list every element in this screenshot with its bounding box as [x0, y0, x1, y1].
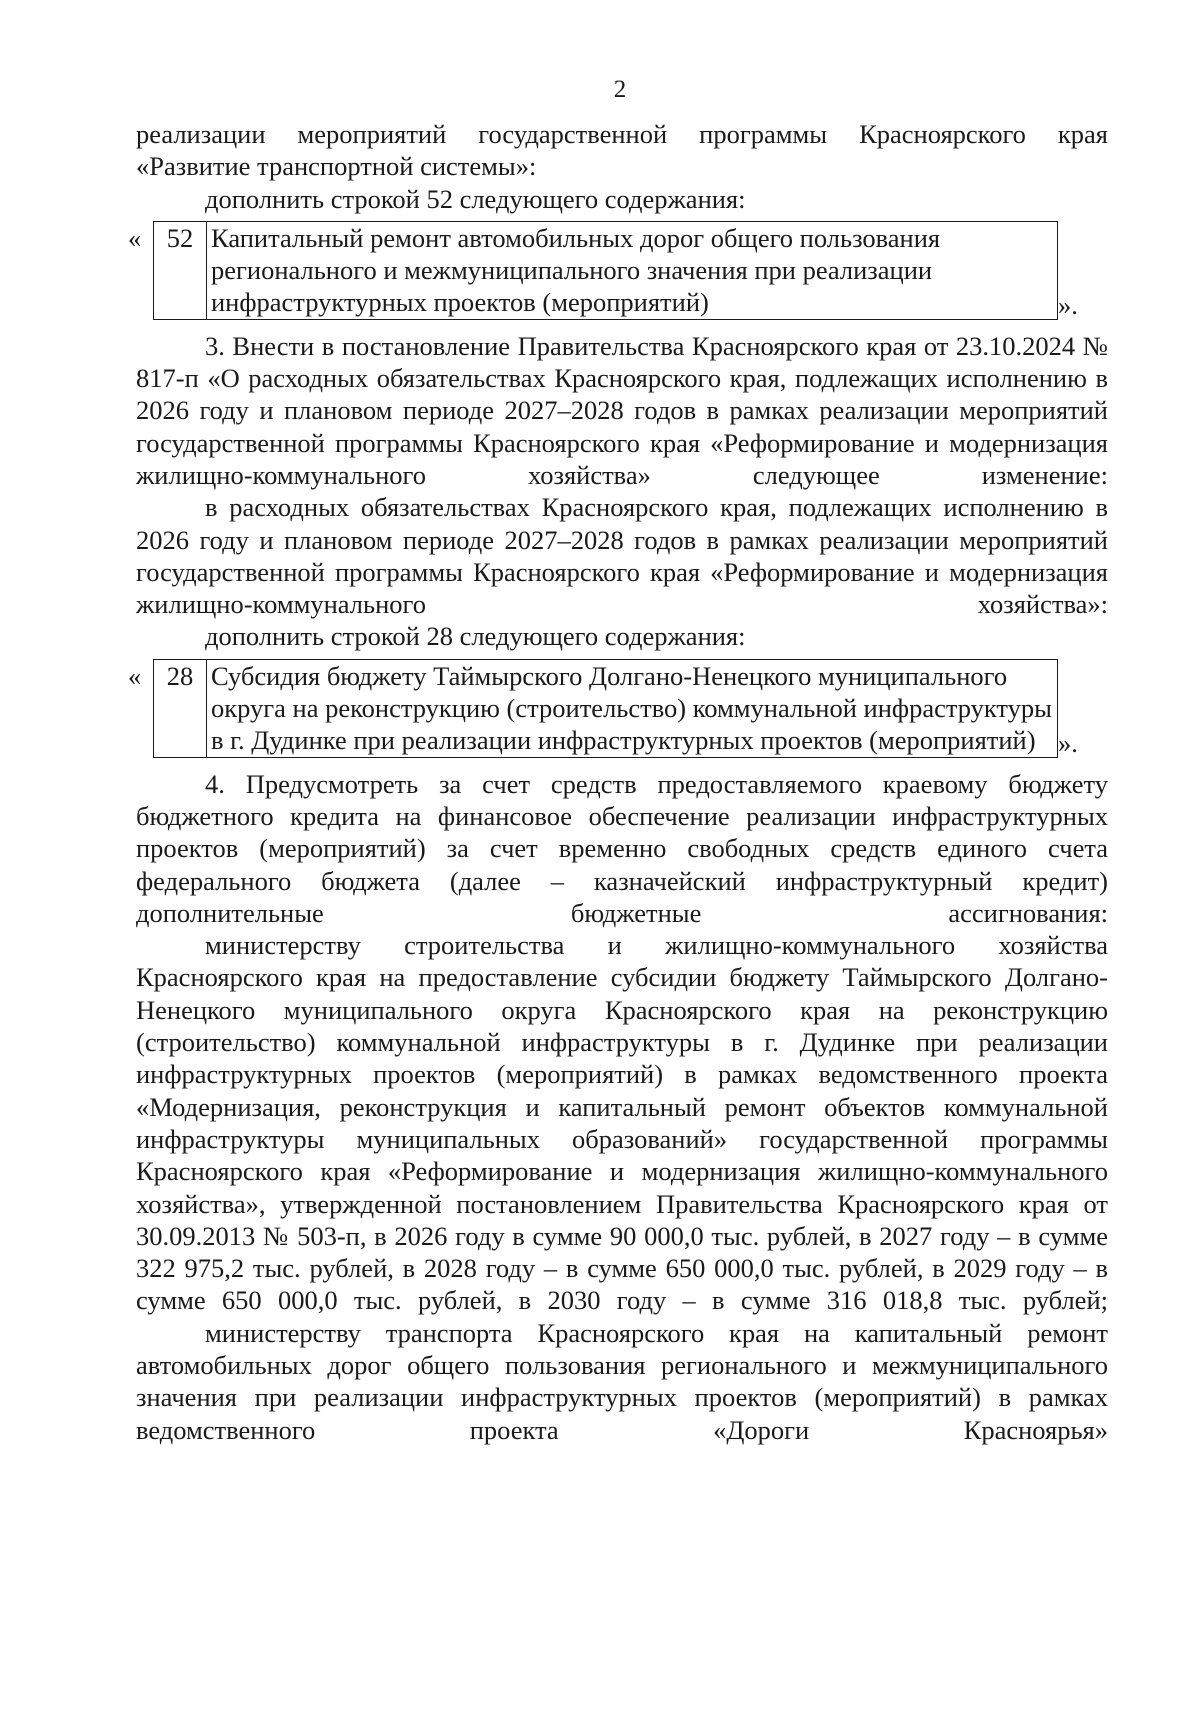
open-quote: «	[128, 222, 142, 253]
paragraph-continuation: реализации мероприятий государственной программы Красноярского края	[136, 119, 1108, 149]
open-quote: «	[128, 660, 142, 691]
row-table	[153, 221, 1058, 320]
page-number: 2	[613, 76, 627, 103]
row-number-cell: 28	[154, 659, 207, 757]
row-table	[153, 659, 1058, 758]
inserted-row-table-52	[128, 221, 1108, 321]
paragraph-obligations: в расходных обязательствах Красноярского края, подлежащих исполнению в 2026 году и плановом периоде 2027–2028 годов в рамках реализации мероприятий государственной программы Красноярского края «Реформирование и модернизация жилищно-коммунального хозяйства»:	[136, 492, 1108, 620]
paragraph-ministry-construction: министерству строительства и жилищно-коммунального хозяйства Красноярского края на предоставление субсидии бюджету Таймырского Долгано-Ненецкого муниципального округа Красноярского края на реконструкцию (строительство) коммунальной инфраструктуры в г. Дудинке при реализации инфраструктурных проектов (мероприятий) в рамках ведомственного проекта «Модернизация, реконструкция и капитальный ремонт объектов коммунальной инфраструктуры муниципальных образований» государственной программы Красноярского края «Реформирование и модернизация жилищно-коммунального хозяйства», утвержденной постановлением Правительства Красноярского края от 30.09.2013 № 503-п, в 2026 году в сумме 90 000,0 тыс. рублей, в 2027 году – в сумме 322 975,2 тыс. рублей, в 2028 году – в сумме 650 000,0 тыс. рублей, в 2029 году – в сумме 650 000,0 тыс. рублей, в 2030 году – в сумме 316 018,8 тыс. рублей;	[136, 930, 1108, 1316]
row-text-cell: Субсидия бюджету Таймырского Долгано-Ненецкого муниципального округа на реконструкцию (строительство) коммунальной инфраструктуры в г. Дудинке при реализации инфраструктурных проектов (мероприятий)	[207, 659, 1058, 757]
inserted-row-table-28	[128, 659, 1108, 759]
paragraph-add-row-52: дополнить строкой 52 следующего содержания:	[205, 183, 746, 214]
table-row	[154, 221, 1058, 319]
table-row	[154, 659, 1058, 757]
close-quote: ».	[1058, 728, 1078, 759]
row-number-cell: 52	[154, 221, 207, 319]
paragraph-item-4: 4. Предусмотреть за счет средств предоставляемого краевому бюджету бюджетного кредита на финансовое обеспечение реализации инфраструктурных проектов (мероприятий) за счет временно свободных средств единого счета федерального бюджета (далее – казначейский инфраструктурный кредит) дополнительные бюджетные ассигнования:	[136, 768, 1108, 928]
paragraph-add-row-28: дополнить строкой 28 следующего содержания:	[205, 621, 746, 652]
paragraph-program-name: «Развитие транспортной системы»:	[136, 151, 537, 182]
row-text-cell: Капитальный ремонт автомобильных дорог общего пользования регионального и межмуниципального значения при реализации инфраструктурных проектов (мероприятий)	[207, 221, 1058, 319]
paragraph-item-3: 3. Внести в постановление Правительства Красноярского края от 23.10.2024 № 817-п «О расходных обязательствах Красноярского края, подлежащих исполнению в 2026 году и плановом периоде 2027–2028 годов в рамках реализации мероприятий государственной программы Красноярского края «Реформирование и модернизация жилищно-коммунального хозяйства» следующее изменение:	[136, 330, 1108, 490]
close-quote: ».	[1058, 290, 1078, 321]
document-body	[128, 118, 1108, 1446]
paragraph-ministry-transport: министерству транспорта Красноярского края на капитальный ремонт автомобильных дорог общего пользования регионального и межмуниципального значения при реализации инфраструктурных проектов (мероприятий) в рамках ведомственного проекта «Дороги Красноярья»	[136, 1317, 1108, 1445]
